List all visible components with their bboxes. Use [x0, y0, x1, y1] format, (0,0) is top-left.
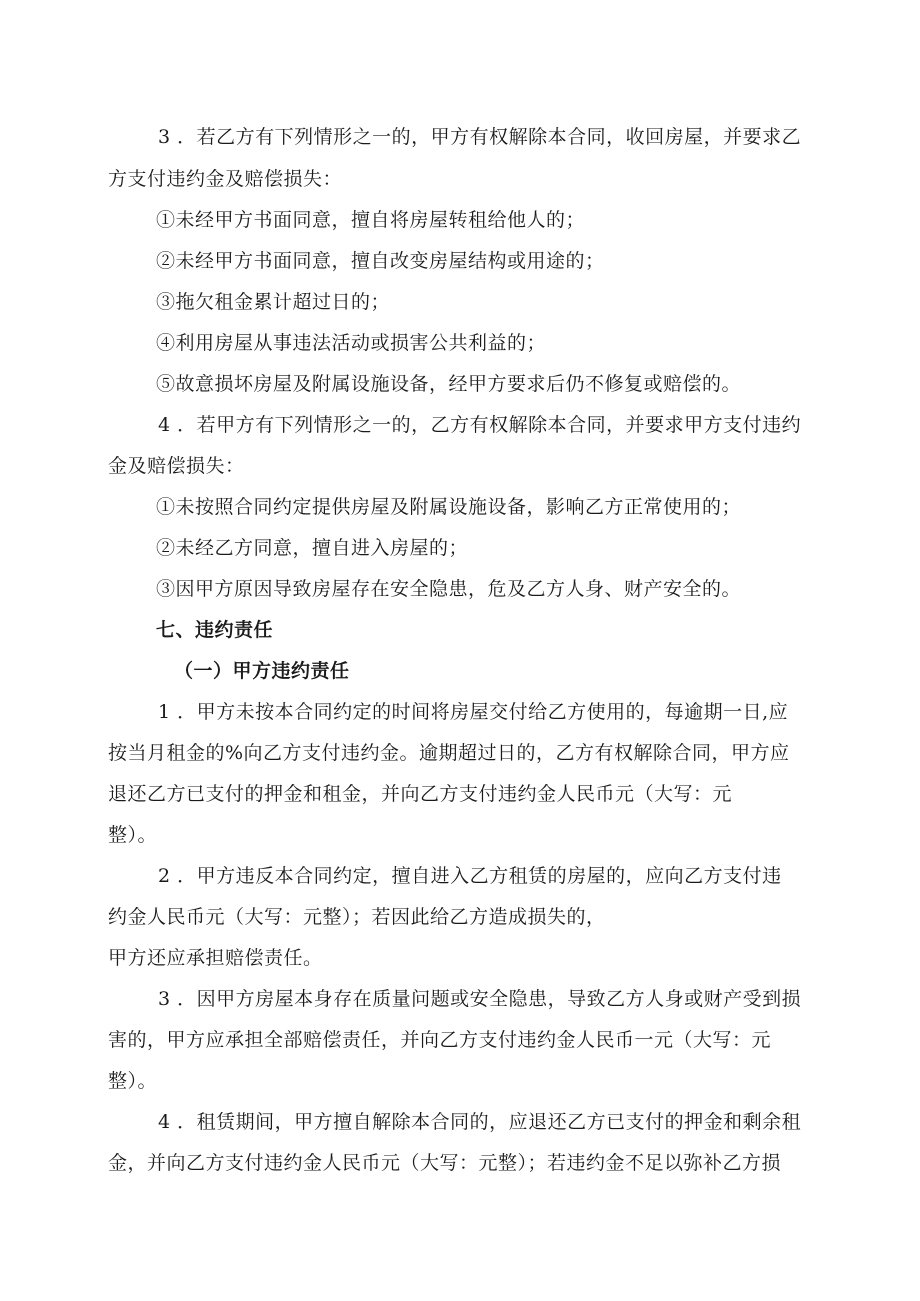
subsection-heading-1: （一）甲方违约责任: [174, 660, 350, 682]
clause-3-item-1: ①未经甲方书面同意，擅自将房屋转租给他人的；: [156, 209, 586, 231]
clause-3-item-3: ③拖欠租金累计超过日的；: [156, 291, 391, 313]
clause-4-intro-cont: 金及赔偿损失：: [108, 455, 245, 477]
clause-3-item-2: ②未经甲方书面同意，擅自改变房屋结构或用途的；: [156, 250, 605, 272]
clause-3-item-5: ⑤故意损坏房屋及附属设施设备，经甲方要求后仍不修复或赔偿的。: [156, 373, 742, 395]
breach-clause-4: 4 ．租赁期间，甲方擅自解除本合同的，应退还乙方已支付的押金和剩余租: [158, 1111, 802, 1133]
clause-3-intro: 3 ．若乙方有下列情形之一的，甲方有权解除本合同，收回房屋，并要求乙: [158, 126, 802, 148]
breach-clause-1: 1 ．甲方未按本合同约定的时间将房屋交付给乙方使用的，每逾期一日,应: [158, 701, 789, 723]
breach-clause-1-cont-2: 退还乙方已支付的押金和租金，并向乙方支付违约金人民币元（大写：元: [108, 783, 733, 805]
clause-4-item-2: ②未经乙方同意，擅自进入房屋的；: [156, 537, 469, 559]
breach-clause-3-cont-2: 整）。: [108, 1070, 158, 1092]
clause-4-intro: 4 ．若甲方有下列情形之一的，乙方有权解除本合同，并要求甲方支付违约: [158, 414, 802, 436]
section-heading-7: 七、违约责任: [156, 619, 274, 641]
breach-clause-1-cont-1: 按当月租金的%向乙方支付违约金。逾期超过日的，乙方有权解除合同，甲方应: [108, 742, 790, 764]
breach-clause-2: 2 ．甲方违反本合同约定，擅自进入乙方租赁的房屋的，应向乙方支付违: [158, 865, 782, 887]
breach-clause-1-cont-3: 整）。: [108, 824, 158, 846]
breach-clause-4-cont-1: 金，并向乙方支付违约金人民币元（大写：元整）；若违约金不足以弥补乙方损: [108, 1152, 782, 1174]
breach-clause-2-cont-2: 甲方还应承担赔偿责任。: [108, 947, 323, 969]
clause-3-item-4: ④利用房屋从事违法活动或损害公共利益的；: [156, 332, 547, 354]
breach-clause-2-cont-1: 约金人民币元（大写：元整）；若因此给乙方造成损失的，: [108, 906, 606, 928]
clause-3-intro-cont: 方支付违约金及赔偿损失：: [108, 168, 343, 190]
clause-4-item-3: ③因甲方原因导致房屋存在安全隐患，危及乙方人身、财产安全的。: [156, 578, 742, 600]
clause-4-item-1: ①未按照合同约定提供房屋及附属设施设备，影响乙方正常使用的；: [156, 496, 742, 518]
breach-clause-3: 3 ．因甲方房屋本身存在质量问题或安全隐患，导致乙方人身或财产受到损: [158, 988, 802, 1010]
breach-clause-3-cont-1: 害的，甲方应承担全部赔偿责任，并向乙方支付违约金人民币一元（大写：元: [108, 1029, 772, 1051]
